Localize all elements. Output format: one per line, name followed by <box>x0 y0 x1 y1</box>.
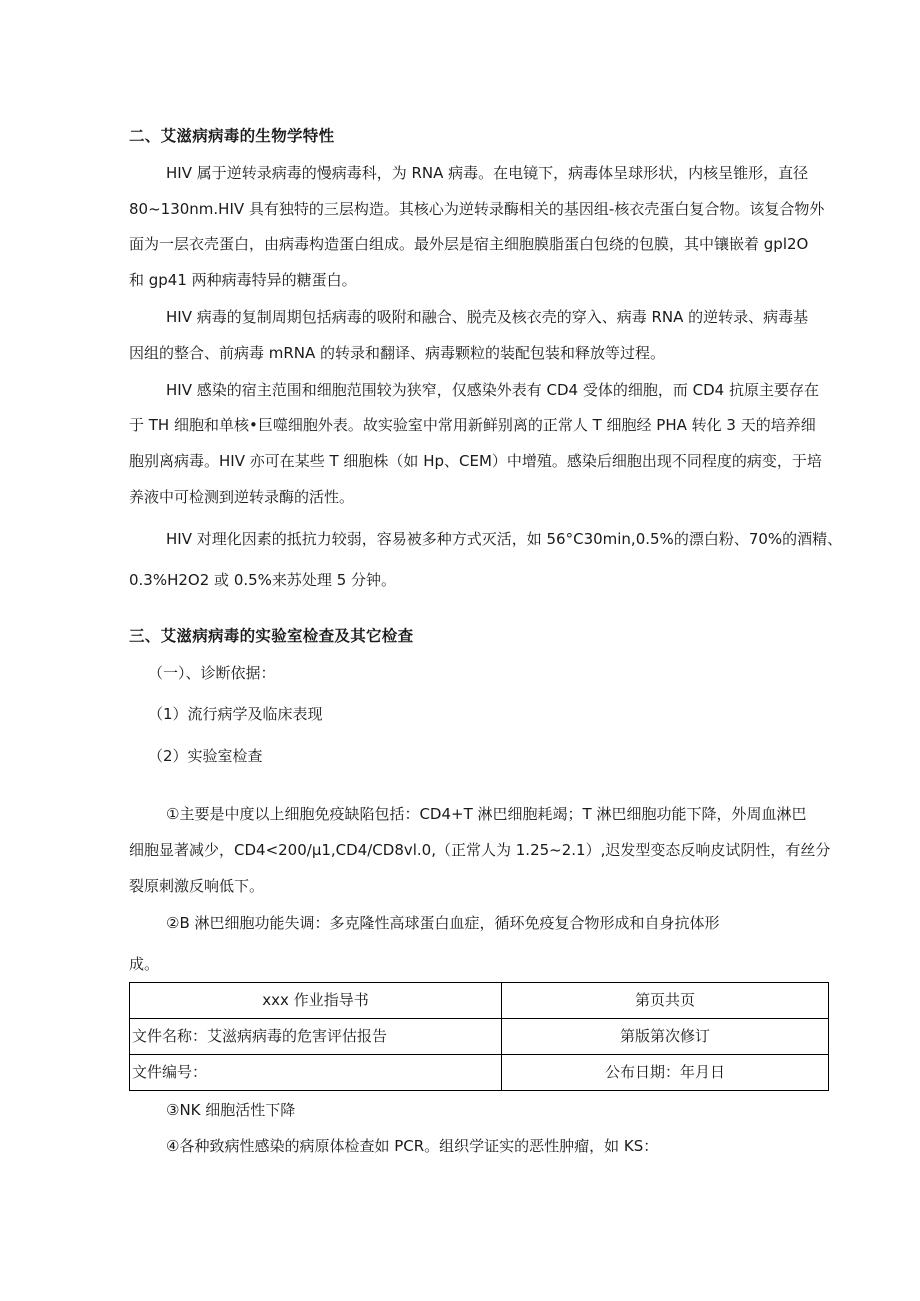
list-item: （1）流行病学及临床表现 <box>148 705 323 723</box>
section-2-heading: 二、艾滋病病毒的生物学特性 <box>129 127 335 145</box>
paragraph-line: 80~130nm.HIV 具有独特的三层构造。其核心为逆转录酶相关的基因组-核衣壳蛋白复合物。该复合物外 <box>129 200 825 218</box>
paragraph-line: HIV 属于逆转录病毒的慢病毒科，为 RNA 病毒。在电镜下，病毒体呈球形状，内核呈锥形，直径 <box>166 164 809 182</box>
paragraph-line: ③NK 细胞活性下降 <box>166 1101 296 1119</box>
paragraph-line: ④各种致病性感染的病原体检查如 PCR。组织学证实的恶性肿瘤，如 KS： <box>166 1137 659 1155</box>
table-cell: 文件名称：艾滋病病毒的危害评估报告 <box>130 1019 502 1055</box>
paragraph-line: 0.3%H2O2 或 0.5%来苏处理 5 分钟。 <box>129 571 397 589</box>
paragraph-line: 于 TH 细胞和单核•巨噬细胞外表。故实验室中常用新鲜别离的正常人 T 细胞经 PHA 转化 3 天的培养细 <box>129 416 816 434</box>
paragraph-line: 成。 <box>129 955 160 973</box>
table-row <box>130 1019 829 1055</box>
table-cell: 公布日期：年月日 <box>502 1055 829 1091</box>
paragraph-line: HIV 对理化因素的抵抗力较弱，容易被多种方式灭活，如 56°C30min,0.5%的漂白粉、70%的酒精、 <box>166 530 843 548</box>
table-row <box>130 983 829 1019</box>
subheading: （一）、诊断依据： <box>148 664 276 682</box>
paragraph-line: ①主要是中度以上细胞免疫缺陷包括：CD4+T 淋巴细胞耗竭；T 淋巴细胞功能下降，外周血淋巴 <box>166 805 807 823</box>
paragraph-line: 面为一层衣壳蛋白，由病毒构造蛋白组成。最外层是宿主细胞膜脂蛋白包绕的包膜，其中镶嵌着 gpl2O <box>129 235 809 253</box>
table-row <box>130 1055 829 1091</box>
paragraph-line: 胞别离病毒。HIV 亦可在某些 T 细胞株（如 Hp、CEM）中增殖。感染后细胞出现不同程度的病变，于培 <box>129 452 822 470</box>
paragraph-line: 和 gp41 两种病毒特异的糖蛋白。 <box>129 271 357 289</box>
paragraph-line: 因组的整合、前病毒 mRNA 的转录和翻译、病毒颗粒的装配包装和释放等过程。 <box>129 344 666 362</box>
document-control-table <box>129 982 829 1091</box>
paragraph-line: 细胞显著减少，CD4<200/μ1,CD4/CD8vl.0,（正常人为 1.25~2.1）,迟发型变态反响皮试阴性，有丝分 <box>129 841 831 859</box>
paragraph-line: 裂原刺激反响低下。 <box>129 877 265 895</box>
table-cell: 第版第次修订 <box>502 1019 829 1055</box>
table-cell: 第页共页 <box>502 983 829 1019</box>
paragraph-line: HIV 感染的宿主范围和细胞范围较为狭窄，仅感染外表有 CD4 受体的细胞，而 CD4 抗原主要存在 <box>166 381 819 399</box>
table-cell: xxx 作业指导书 <box>130 983 502 1019</box>
list-item: （2）实验室检查 <box>148 747 263 765</box>
section-3-heading: 三、艾滋病病毒的实验室检查及其它检查 <box>129 627 414 645</box>
paragraph-line: HIV 病毒的复制周期包括病毒的吸附和融合、脱壳及核衣壳的穿入、病毒 RNA 的逆转录、病毒基 <box>166 308 809 326</box>
table-cell: 文件编号： <box>130 1055 502 1091</box>
paragraph-line: 养液中可检测到逆转录酶的活性。 <box>129 488 355 506</box>
paragraph-line: ②B 淋巴细胞功能失调：多克隆性高球蛋白血症，循环免疫复合物形成和自身抗体形 <box>166 914 720 932</box>
